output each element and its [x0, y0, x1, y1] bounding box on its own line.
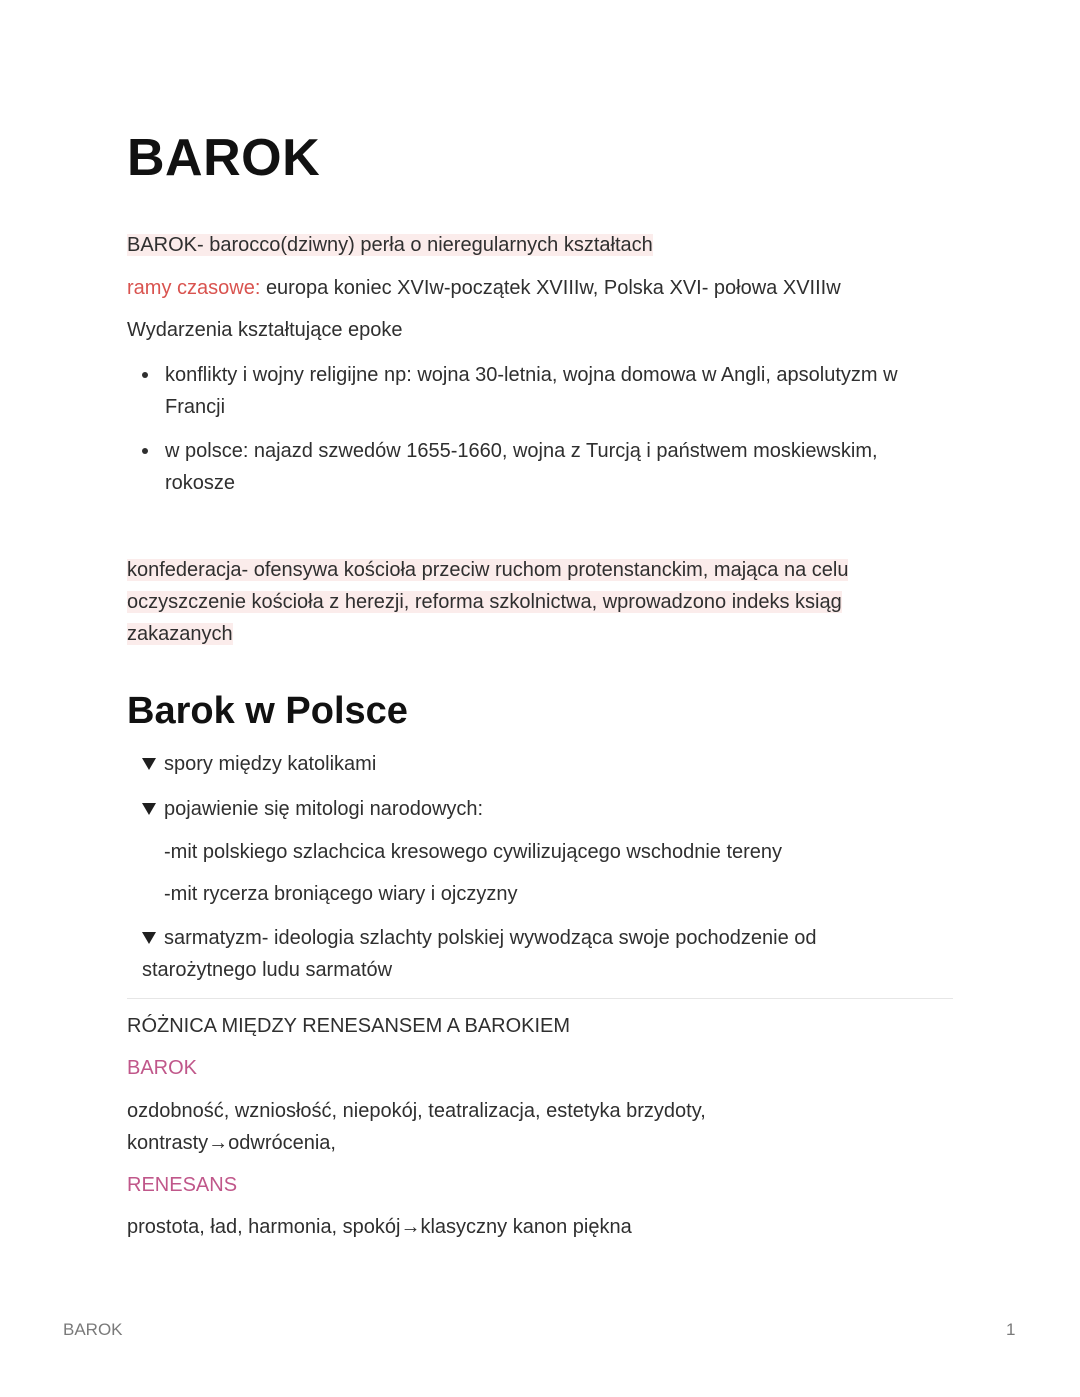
toggle-triangle-icon[interactable] [142, 932, 156, 944]
bullet-item-1-line1: konflikty i wojny religijne np: wojna 30-letnia, wojna domowa w Angli, apsolutyzm w [165, 364, 898, 386]
page-title: BAROK [127, 129, 321, 187]
difference-heading: RÓŻNICA MIĘDZY RENESANSEM A BAROKIEM [127, 1015, 571, 1037]
confederation-line-3 [127, 618, 233, 650]
bullet-dot [142, 372, 148, 378]
toggle-item-2[interactable]: pojawienie się mitologi narodowych: [164, 798, 484, 820]
divider [127, 998, 953, 999]
bullet-item-1-line2: Francji [165, 396, 226, 418]
renesans-description: prostota, ład, harmonia, spokój→klasyczny kanon piękna [127, 1216, 632, 1238]
time-range-line [127, 272, 841, 304]
section-heading-barok-w-polsce: Barok w Polsce [127, 690, 408, 732]
confederation-line-1 [127, 554, 848, 586]
toggle-item-1[interactable]: spory między katolikami [164, 753, 377, 775]
definition-text: BAROK- barocco(dziwny) perła o nieregularnych kształtach [127, 234, 653, 256]
barok-description-1: ozdobność, wzniosłość, niepokój, teatralizacja, estetyka brzydoty, [127, 1100, 706, 1122]
footer-doc-title: BAROK [63, 1320, 123, 1339]
myth-item-1: -mit polskiego szlachcica kresowego cywilizującego wschodnie tereny [164, 841, 783, 863]
bullet-dot [142, 448, 148, 454]
barok-description-2: kontrasty→odwrócenia, [127, 1132, 336, 1154]
confederation-text-3: zakazanych [127, 623, 233, 645]
renesans-label: RENESANS [127, 1174, 238, 1196]
events-heading: Wydarzenia kształtujące epoke [127, 319, 403, 341]
toggle-triangle-icon[interactable] [142, 803, 156, 815]
toggle-item-3-line1[interactable]: sarmatyzm- ideologia szlachty polskiej wywodząca swoje pochodzenie od [164, 927, 817, 949]
definition-line [127, 229, 653, 261]
toggle-item-3-line2: starożytnego ludu sarmatów [142, 959, 393, 981]
confederation-text-2: oczyszczenie kościoła z herezji, reforma szkolnictwa, wprowadzono indeks ksiąg [127, 591, 842, 613]
bullet-item-2-line2: rokosze [165, 472, 236, 494]
bullet-item-2-line1: w polsce: najazd szwedów 1655-1660, wojna z Turcją i państwem moskiewskim, [165, 440, 878, 462]
myth-item-2: -mit rycerza broniącego wiary i ojczyzny [164, 883, 518, 905]
toggle-triangle-icon[interactable] [142, 758, 156, 770]
confederation-text-1: konfederacja- ofensywa kościoła przeciw ruchom protenstanckim, mająca na celu [127, 559, 849, 581]
barok-label: BAROK [127, 1057, 198, 1079]
confederation-line-2 [127, 586, 842, 618]
footer-page-number: 1 [1006, 1320, 1016, 1339]
time-range-label: ramy czasowe: [127, 277, 261, 299]
time-range-value: europa koniec XVIw-początek XVIIIw, Polska XVI- połowa XVIIIw [265, 277, 841, 299]
